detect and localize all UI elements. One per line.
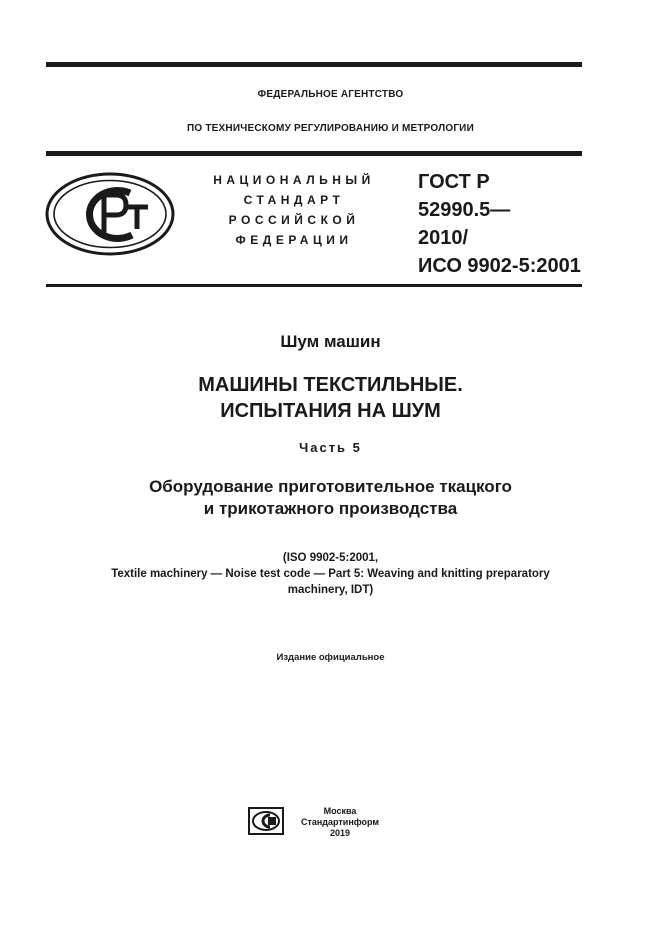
standartinform-logo-icon (248, 807, 284, 835)
gost-line-4: ИСО 9902-5:2001 (418, 255, 581, 277)
national-line-1: НАЦИОНАЛЬНЫЙ (213, 173, 375, 187)
part-label: Часть 5 (299, 440, 362, 455)
national-standard-label (196, 170, 392, 250)
gost-line-3: 2010/ (418, 227, 469, 249)
title-line-3a: Оборудование приготовительное ткацкого (149, 477, 512, 496)
gost-line-2: 52990.5— (418, 199, 511, 221)
standartinform-logo (248, 807, 284, 835)
title-line-1: Шум машин (280, 332, 381, 351)
national-line-3: РОССИЙСКОЙ (228, 213, 360, 227)
national-line-4: ФЕДЕРАЦИИ (235, 233, 353, 247)
publisher-name: Стандартинформ (300, 817, 380, 827)
gost-line-1: ГОСТ Р (418, 171, 490, 193)
iso-ref-line-3: machinery, IDT) (287, 584, 374, 596)
national-line-2: СТАНДАРТ (243, 193, 345, 207)
publisher-city: Москва (323, 806, 357, 816)
publisher-info (290, 806, 390, 839)
title-line-2b: ИСПЫТАНИЯ НА ШУМ (220, 400, 441, 422)
gost-number (418, 168, 581, 280)
iso-ref-line-2: Textile machinery — Noise test code — Part 5: Weaving and knitting preparatory (111, 568, 550, 580)
agency-line-2: ПО ТЕХНИЧЕСКОМУ РЕГУЛИРОВАНИЮ И МЕТРОЛОГИИ (187, 123, 474, 134)
title-line-2a: МАШИНЫ ТЕКСТИЛЬНЫЕ. (198, 374, 463, 396)
edition-label: Издание официальное (276, 652, 385, 663)
publisher-year: 2019 (329, 828, 351, 838)
rst-logo (44, 171, 176, 257)
title-line-3b: и трикотажного производства (203, 499, 458, 518)
header-rule (46, 151, 582, 156)
rst-logo-icon (44, 171, 176, 257)
iso-ref-line-1: (ISO 9902-5:2001, (282, 552, 379, 564)
block-rule (46, 284, 582, 287)
agency-line-1: ФЕДЕРАЛЬНОЕ АГЕНТСТВО (257, 89, 404, 100)
top-rule (46, 62, 582, 67)
